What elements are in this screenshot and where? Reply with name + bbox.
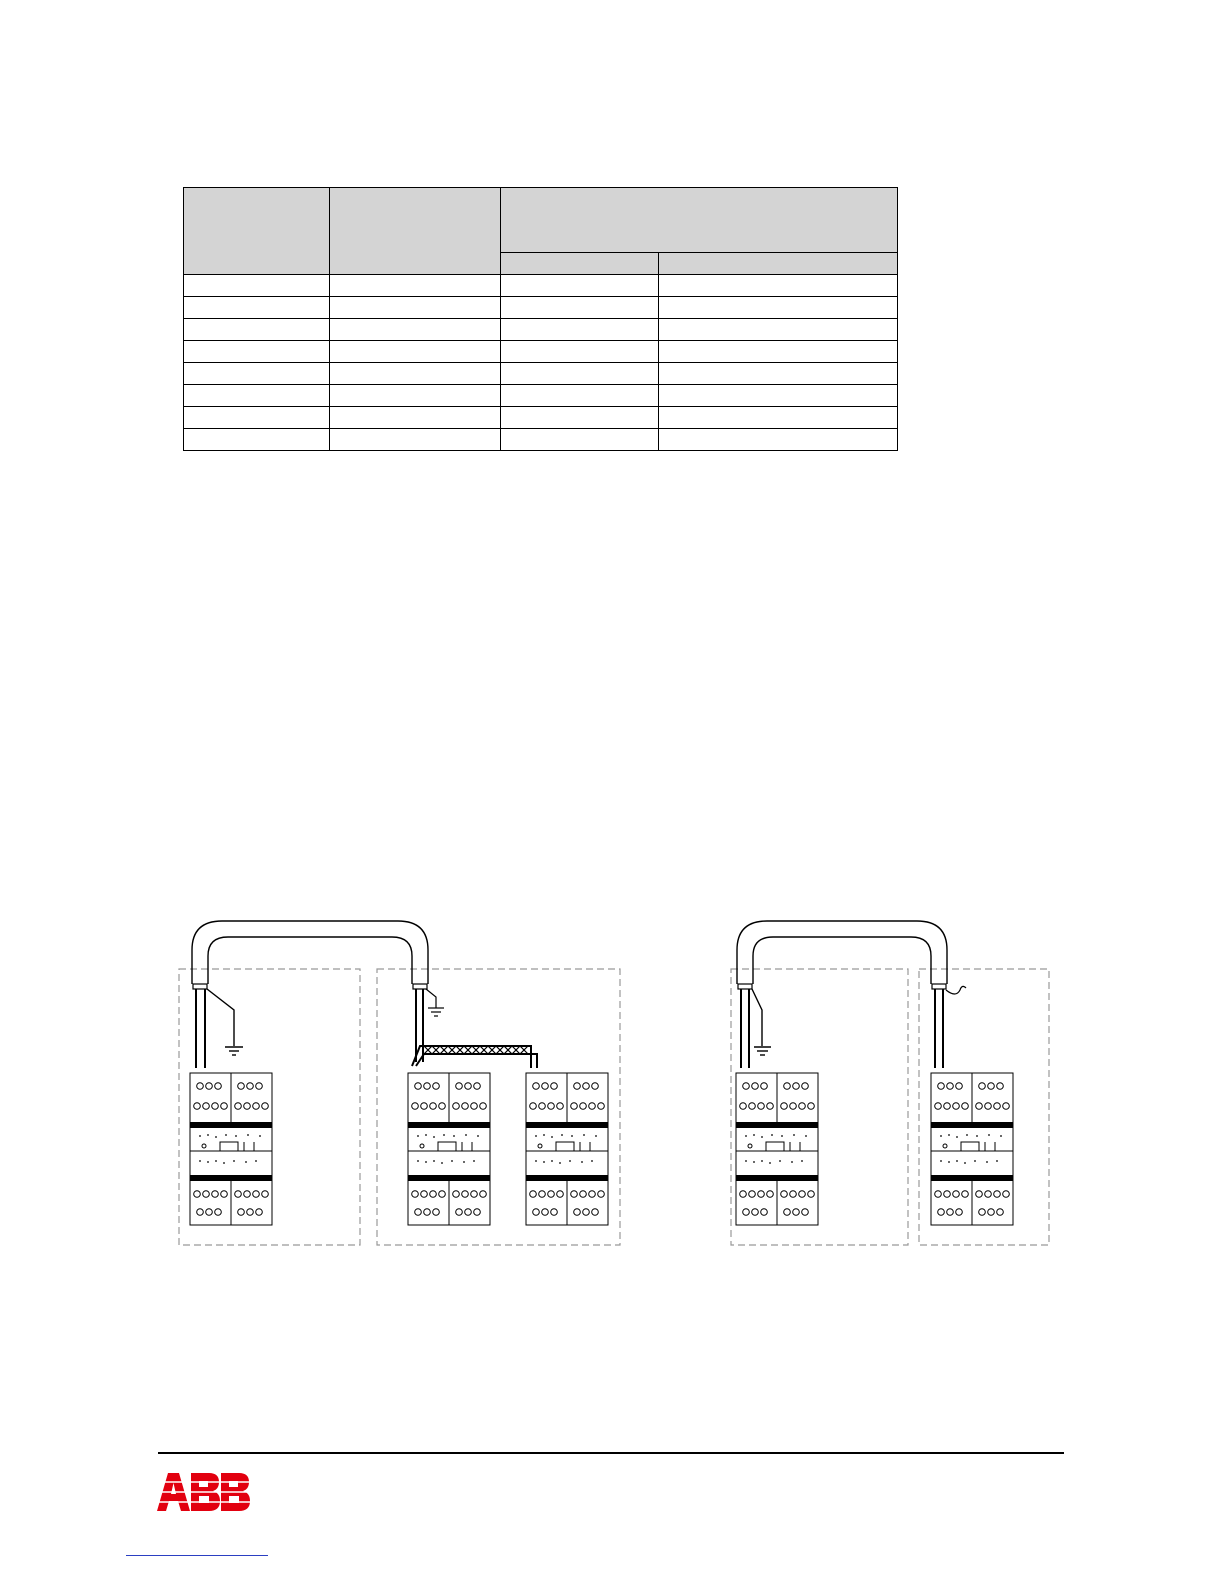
abb-logo	[157, 1473, 253, 1513]
footer-rule	[158, 1452, 1064, 1454]
footer-link-underline[interactable]	[126, 1555, 268, 1556]
terminal-block	[736, 1073, 818, 1225]
terminal-block	[931, 1073, 1013, 1225]
terminal-block	[190, 1073, 272, 1225]
terminal-block	[526, 1073, 608, 1225]
terminal-block	[408, 1073, 490, 1225]
